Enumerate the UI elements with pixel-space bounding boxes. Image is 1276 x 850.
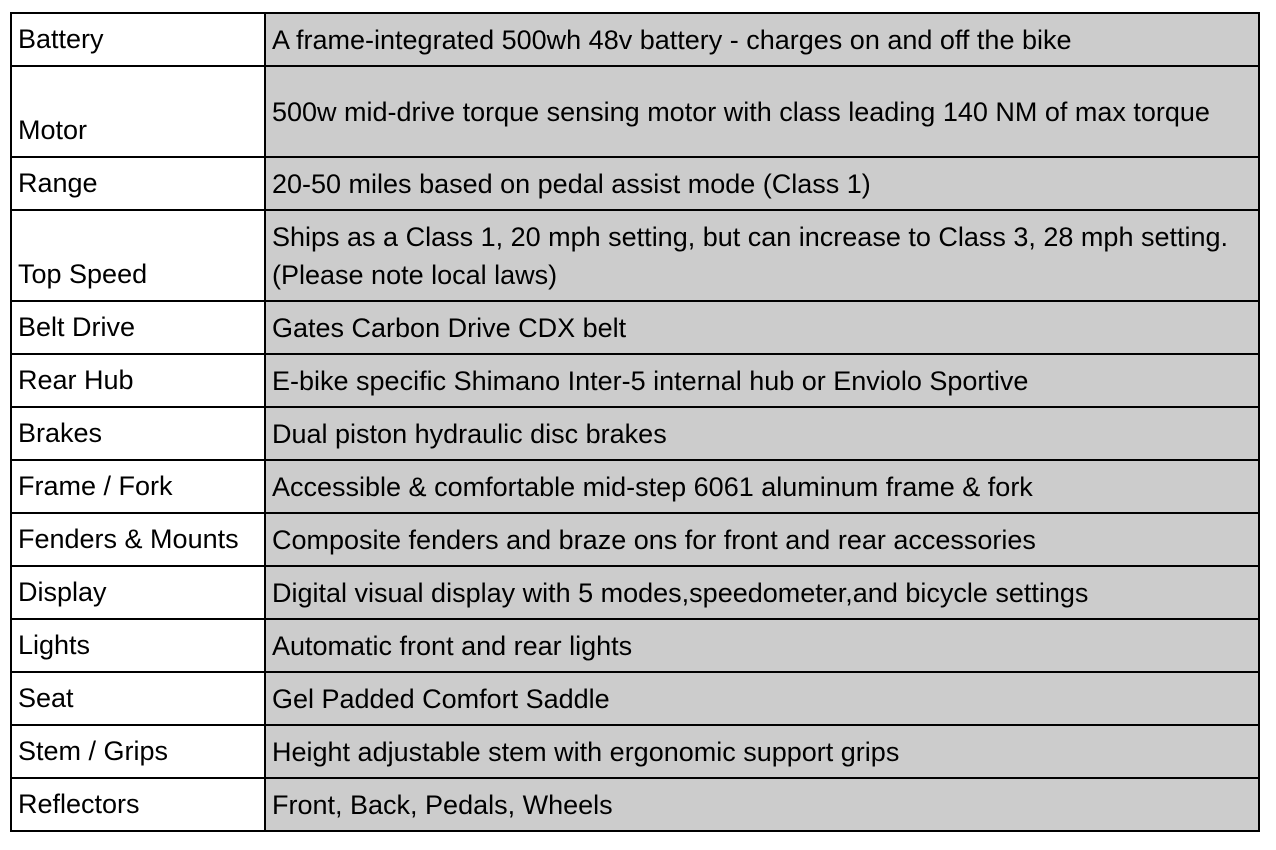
spec-value: Ships as a Class 1, 20 mph setting, but can increase to Class 3, 28 mph setting. (Please note local laws) (265, 210, 1259, 301)
spec-value: Digital visual display with 5 modes,speedometer,and bicycle settings (265, 566, 1259, 619)
spec-label: Belt Drive (11, 301, 265, 354)
spec-label: Battery (11, 13, 265, 66)
spec-label: Frame / Fork (11, 460, 265, 513)
spec-value: Gel Padded Comfort Saddle (265, 672, 1259, 725)
spec-table-body (11, 13, 1259, 831)
spec-label: Lights (11, 619, 265, 672)
spec-row-rear-hub (11, 354, 1259, 407)
spec-row-frame-fork (11, 460, 1259, 513)
spec-label: Display (11, 566, 265, 619)
spec-value: Gates Carbon Drive CDX belt (265, 301, 1259, 354)
spec-row-lights (11, 619, 1259, 672)
spec-value: Front, Back, Pedals, Wheels (265, 778, 1259, 831)
spec-row-stem-grips (11, 725, 1259, 778)
spec-row-seat (11, 672, 1259, 725)
spec-row-fenders-mounts (11, 513, 1259, 566)
spec-row-battery (11, 13, 1259, 66)
spec-row-brakes (11, 407, 1259, 460)
spec-label: Top Speed (11, 210, 265, 301)
spec-label: Motor (11, 66, 265, 157)
spec-label: Range (11, 157, 265, 210)
spec-row-belt-drive (11, 301, 1259, 354)
spec-value: Automatic front and rear lights (265, 619, 1259, 672)
spec-row-range (11, 157, 1259, 210)
spec-value: Dual piston hydraulic disc brakes (265, 407, 1259, 460)
spec-label: Fenders & Mounts (11, 513, 265, 566)
spec-label: Stem / Grips (11, 725, 265, 778)
spec-row-top-speed (11, 210, 1259, 301)
spec-value: 500w mid-drive torque sensing motor with class leading 140 NM of max torque (265, 66, 1259, 157)
spec-label: Brakes (11, 407, 265, 460)
spec-table (10, 12, 1260, 832)
spec-row-display (11, 566, 1259, 619)
spec-value: Height adjustable stem with ergonomic support grips (265, 725, 1259, 778)
spec-value: A frame-integrated 500wh 48v battery - charges on and off the bike (265, 13, 1259, 66)
spec-label: Seat (11, 672, 265, 725)
spec-row-reflectors (11, 778, 1259, 831)
spec-value: Composite fenders and braze ons for front and rear accessories (265, 513, 1259, 566)
spec-label: Rear Hub (11, 354, 265, 407)
spec-value: 20-50 miles based on pedal assist mode (Class 1) (265, 157, 1259, 210)
spec-row-motor (11, 66, 1259, 157)
spec-value: Accessible & comfortable mid-step 6061 aluminum frame & fork (265, 460, 1259, 513)
spec-label: Reflectors (11, 778, 265, 831)
spec-value: E-bike specific Shimano Inter-5 internal hub or Enviolo Sportive (265, 354, 1259, 407)
